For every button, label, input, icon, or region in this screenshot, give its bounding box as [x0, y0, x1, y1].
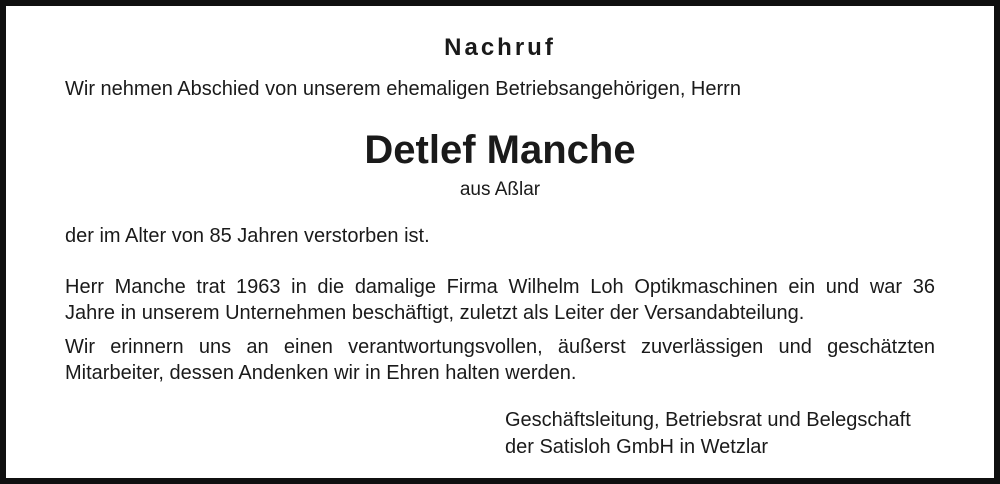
- deceased-name: Detlef Manche: [364, 128, 636, 172]
- signature-block: [505, 407, 935, 461]
- signature-line-1: Geschäftsleitung, Betriebsrat und Belegschaft: [505, 409, 911, 431]
- intro-line: Wir nehmen Abschied von unserem ehemaligen Betriebsangehörigen, Herrn: [65, 78, 741, 100]
- paragraph-remembrance-line-1: Wir erinnern uns an einen verantwortungsvollen, äußerst zuverlässigen und geschätzten: [65, 336, 935, 358]
- paragraph-remembrance: [65, 334, 935, 386]
- age-line: der im Alter von 85 Jahren verstorben ist.: [65, 225, 430, 247]
- paragraph-career-line-2: Jahre in unserem Unternehmen beschäftigt, zuletzt als Leiter der Versandabteilung.: [65, 302, 805, 324]
- signature-line-2: der Satisloh GmbH in Wetzlar: [505, 436, 769, 458]
- paragraph-remembrance-line-2: Mitarbeiter, dessen Andenken wir in Ehren halten werden.: [65, 362, 577, 384]
- origin-line: aus Aßlar: [459, 179, 541, 200]
- notice-title: Nachruf: [444, 34, 556, 61]
- paragraph-career: [65, 274, 935, 326]
- paragraph-career-line-1: Herr Manche trat 1963 in die damalige Firma Wilhelm Loh Optikmaschinen ein und war 36: [65, 276, 935, 298]
